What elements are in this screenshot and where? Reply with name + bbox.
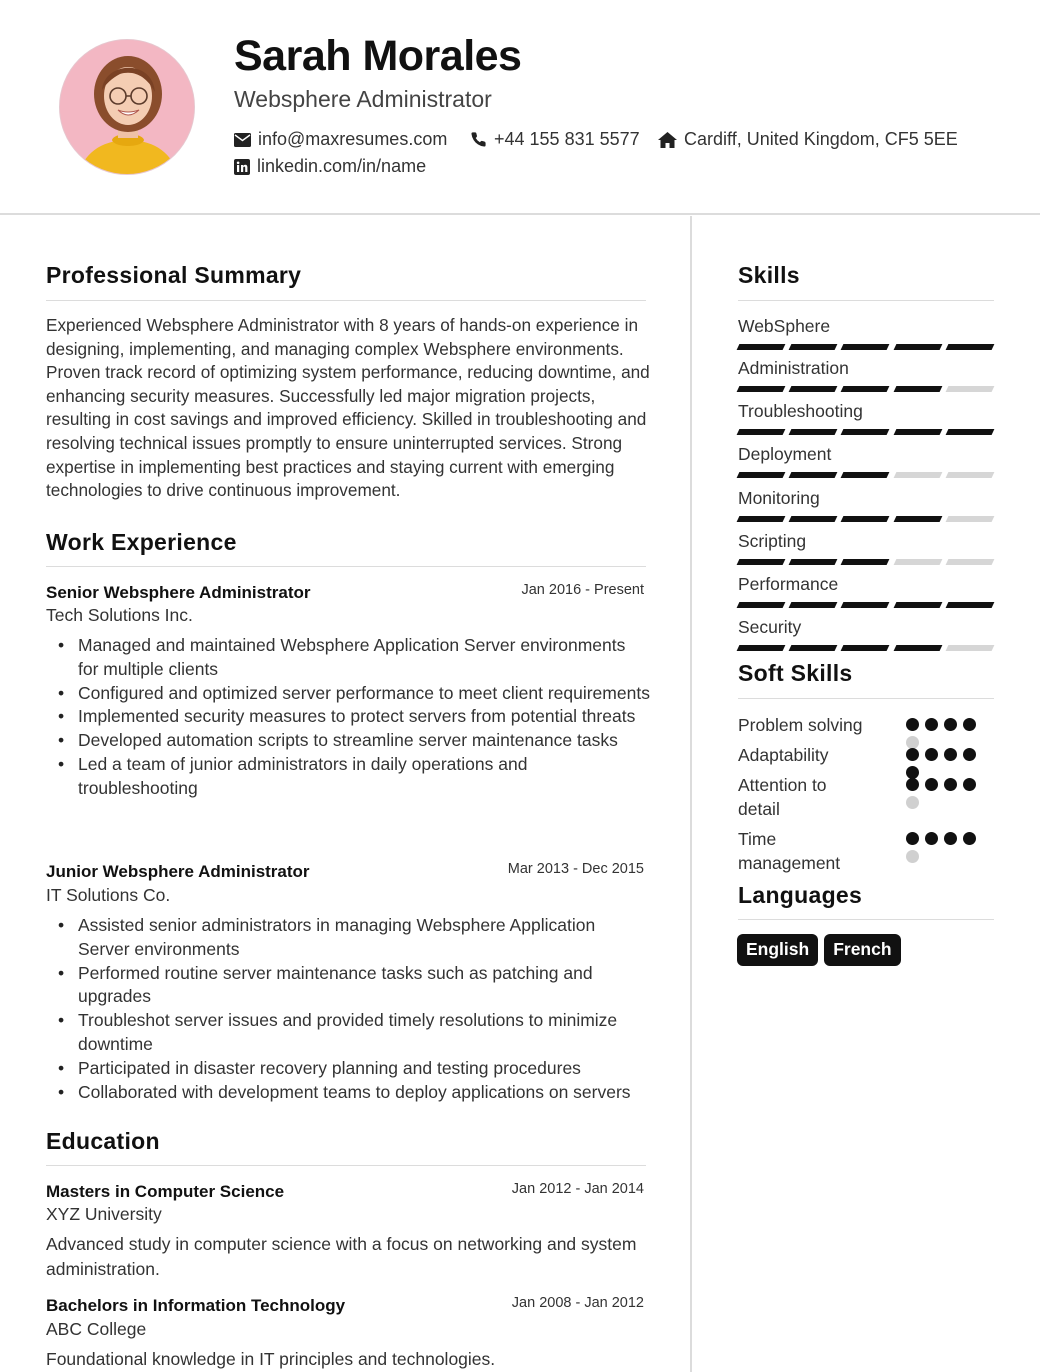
job-bullet: • Implemented security measures to protect servers from potential threats: [78, 705, 650, 729]
skill-level-segment: [737, 344, 786, 350]
skill-level-segment: [893, 472, 942, 478]
job-title: Junior Websphere Administrator: [46, 862, 310, 881]
education-rule: [46, 1165, 646, 1166]
skill-level-segment: [789, 602, 838, 608]
school-name: ABC College: [46, 1319, 147, 1339]
language-badge: French: [824, 934, 900, 966]
rating-dot: [906, 748, 919, 761]
skill-level-segment: [841, 472, 890, 478]
job-bullet: • Performed routine server maintenance tasks such as patching and upgrades: [78, 962, 650, 1010]
skill-level-bar: [738, 602, 993, 608]
rating-dot: [925, 718, 938, 731]
rating-dot: [944, 718, 957, 731]
education-heading: Education: [46, 1128, 160, 1154]
contact-email[interactable]: [234, 129, 447, 150]
school-name: XYZ University: [46, 1204, 162, 1224]
soft-skill-rating: [906, 778, 986, 809]
languages-rule: [738, 919, 994, 920]
summary-text: Experienced Websphere Administrator with 8 years of hands-on experience in designing, implementing, and managing complex Websphere environments. Proven track record of optimizing system performance, reducing downtime, and enhancing security measures. Successfully led major migration projects, resulting in cost savings and improved efficiency. Skilled in troubleshooting and resolving technical issues promptly to ensure uninterrupted services. Strong expertise in implementing best practices and staying current with emerging technologies to drive continuous improvement.: [46, 315, 650, 501]
skill-level-bar: [738, 386, 993, 392]
skill-name: Troubleshooting: [738, 401, 863, 421]
rating-dot: [963, 832, 976, 845]
rating-dot: [944, 748, 957, 761]
soft-skill-rating: [906, 832, 986, 863]
degree-date: Jan 2012 - Jan 2014: [511, 1181, 644, 1197]
rating-dot: [944, 778, 957, 791]
skill-level-segment: [737, 602, 786, 608]
contact-phone[interactable]: [470, 129, 640, 150]
candidate-role: Websphere Administrator: [234, 86, 492, 112]
skill-level-segment: [789, 645, 838, 651]
soft-skill-rating: [906, 748, 986, 779]
rating-dot: [944, 832, 957, 845]
job-bullet: • Led a team of junior administrators in daily operations and troubleshooting: [78, 753, 650, 801]
skill-level-bar: [738, 516, 993, 522]
skill-name: Monitoring: [738, 488, 820, 508]
skill-level-segment: [789, 559, 838, 565]
skill-level-segment: [893, 645, 942, 651]
skill-level-segment: [789, 516, 838, 522]
avatar-portrait: [60, 40, 195, 175]
degree-description: Foundational knowledge in IT principles and technologies.: [46, 1349, 496, 1369]
skills-heading: Skills: [738, 262, 800, 288]
skill-level-segment: [789, 472, 838, 478]
skill-level-segment: [893, 344, 942, 350]
skill-level-bar: [738, 429, 993, 435]
skill-level-segment: [789, 386, 838, 392]
soft-skill-rating: [906, 718, 986, 749]
languages-heading: Languages: [738, 882, 863, 908]
skill-level-segment: [893, 602, 942, 608]
soft-skills-heading: Soft Skills: [738, 660, 853, 686]
skill-level-segment: [841, 429, 890, 435]
skill-level-segment: [841, 602, 890, 608]
degree-description: Advanced study in computer science with a focus on networking and system administration.: [46, 1234, 637, 1279]
rating-dot: [925, 748, 938, 761]
experience-heading: Work Experience: [46, 529, 237, 555]
languages-list: [737, 934, 901, 966]
job-bullet: • Participated in disaster recovery planning and testing procedures: [78, 1057, 650, 1081]
skill-level-segment: [893, 386, 942, 392]
skill-level-bar: [738, 645, 993, 651]
skill-level-bar: [738, 344, 993, 350]
skill-name: Performance: [738, 574, 839, 594]
rating-dot: [963, 718, 976, 731]
soft-skill-name: Adaptability: [738, 745, 829, 765]
skill-level-segment: [789, 344, 838, 350]
summary-heading: Professional Summary: [46, 262, 302, 288]
skills-rule: [738, 300, 994, 301]
skill-level-segment: [737, 645, 786, 651]
rating-dot: [925, 832, 938, 845]
rating-dot: [906, 778, 919, 791]
contact-address: [658, 129, 958, 150]
address-text: Cardiff, United Kingdom, CF5 5EE: [684, 129, 958, 149]
skill-level-segment: [945, 386, 994, 392]
soft-skill-name: Problem solving: [738, 715, 863, 735]
skill-level-segment: [789, 429, 838, 435]
skill-level-segment: [893, 429, 942, 435]
job-bullet: • Collaborated with development teams to deploy applications on servers: [78, 1081, 650, 1105]
skill-level-segment: [893, 559, 942, 565]
job-bullet: • Developed automation scripts to streamline server maintenance tasks: [78, 729, 650, 753]
job-bullet: • Troubleshot server issues and provided timely resolutions to minimize downtime: [78, 1009, 650, 1057]
skill-level-segment: [841, 645, 890, 651]
rating-dot: [925, 778, 938, 791]
experience-rule: [46, 566, 646, 567]
job-bullets: [78, 634, 650, 801]
degree-date: Jan 2008 - Jan 2012: [511, 1295, 644, 1311]
linkedin-icon: [234, 159, 250, 175]
contact-linkedin[interactable]: [234, 156, 426, 177]
linkedin-text: linkedin.com/in/name: [257, 156, 427, 176]
soft-skills-rule: [738, 698, 994, 699]
phone-icon: [470, 131, 487, 148]
job-bullets: [78, 914, 650, 1104]
skill-level-segment: [945, 645, 994, 651]
candidate-name: Sarah Morales: [234, 32, 522, 80]
skill-name: Deployment: [738, 444, 832, 464]
job-company: Tech Solutions Inc.: [46, 605, 193, 625]
soft-skill-name: Attention to detail: [738, 775, 827, 819]
rating-dot: [906, 796, 919, 809]
skill-level-segment: [737, 516, 786, 522]
rating-dot: [906, 850, 919, 863]
skill-level-bar: [738, 559, 993, 565]
skill-level-segment: [841, 559, 890, 565]
job-date: Mar 2013 - Dec 2015: [507, 861, 644, 877]
job-date: Jan 2016 - Present: [521, 582, 644, 598]
email-text: info@maxresumes.com: [258, 129, 448, 149]
skill-level-segment: [945, 472, 994, 478]
degree-title: Masters in Computer Science: [46, 1182, 285, 1201]
phone-text: +44 155 831 5577: [494, 129, 640, 149]
skill-level-segment: [841, 344, 890, 350]
skill-name: Scripting: [738, 531, 807, 551]
skill-name: WebSphere: [738, 316, 831, 336]
skill-level-segment: [945, 602, 994, 608]
resume-header: [0, 0, 1040, 215]
job-bullet: • Assisted senior administrators in managing Websphere Application Server environments: [78, 914, 650, 962]
summary-rule: [46, 300, 646, 301]
skill-level-segment: [737, 559, 786, 565]
skill-level-segment: [893, 516, 942, 522]
degree-title: Bachelors in Information Technology: [46, 1296, 346, 1315]
skill-level-segment: [945, 429, 994, 435]
skill-level-segment: [737, 386, 786, 392]
skill-level-segment: [841, 386, 890, 392]
job-bullet: • Managed and maintained Websphere Application Server environments for multiple clients: [78, 634, 650, 682]
skill-level-segment: [737, 429, 786, 435]
soft-skill-name: Time management: [738, 829, 841, 873]
skill-level-segment: [945, 559, 994, 565]
rating-dot: [906, 718, 919, 731]
skill-level-segment: [841, 516, 890, 522]
skill-level-segment: [945, 344, 994, 350]
rating-dot: [963, 748, 976, 761]
home-icon: [658, 132, 677, 148]
language-badge: English: [737, 934, 818, 966]
avatar: [59, 39, 195, 175]
column-divider: [690, 216, 692, 1372]
skill-level-bar: [738, 472, 993, 478]
skill-name: Security: [738, 617, 802, 637]
skill-name: Administration: [738, 358, 849, 378]
job-title: Senior Websphere Administrator: [46, 583, 311, 602]
job-company: IT Solutions Co.: [46, 885, 171, 905]
job-bullet: • Configured and optimized server performance to meet client requirements: [78, 682, 650, 706]
skill-level-segment: [945, 516, 994, 522]
envelope-icon: [234, 133, 251, 147]
rating-dot: [906, 832, 919, 845]
rating-dot: [963, 778, 976, 791]
skill-level-segment: [737, 472, 786, 478]
